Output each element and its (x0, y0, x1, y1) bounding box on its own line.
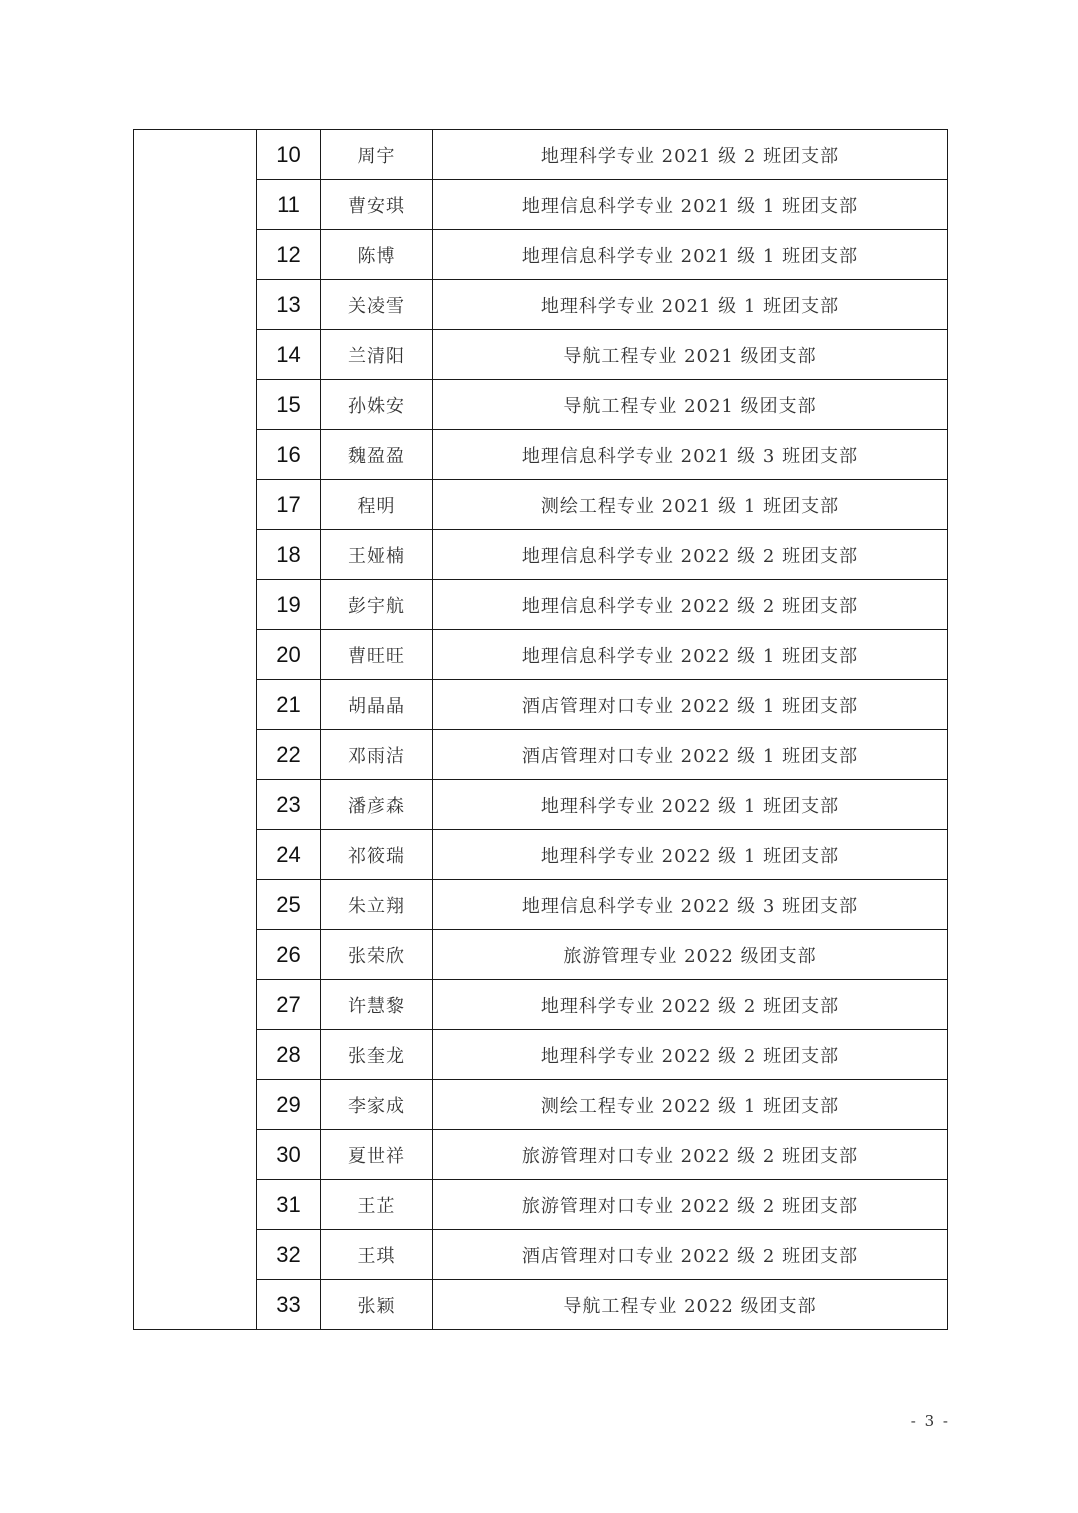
name-cell: 彭宇航 (321, 580, 433, 630)
name-cell: 兰清阳 (321, 330, 433, 380)
table-row (134, 430, 948, 480)
row-number-cell: 32 (257, 1230, 321, 1280)
name-cell: 曹安琪 (321, 180, 433, 230)
name-cell: 朱立翔 (321, 880, 433, 930)
name-cell: 陈博 (321, 230, 433, 280)
table-row (134, 480, 948, 530)
name-cell: 关凌雪 (321, 280, 433, 330)
name-cell: 王芷 (321, 1180, 433, 1230)
row-number-cell: 12 (257, 230, 321, 280)
row-number-cell: 33 (257, 1280, 321, 1330)
unit-cell: 导航工程专业 2022 级团支部 (433, 1280, 948, 1330)
unit-cell: 地理科学专业 2022 级 2 班团支部 (433, 1030, 948, 1080)
table-row (134, 1080, 948, 1130)
row-number-cell: 20 (257, 630, 321, 680)
name-cell: 孙姝安 (321, 380, 433, 430)
table-row (134, 630, 948, 680)
row-number-cell: 30 (257, 1130, 321, 1180)
name-cell: 夏世祥 (321, 1130, 433, 1180)
table-row (134, 980, 948, 1030)
table-row (134, 930, 948, 980)
table-row (134, 130, 948, 180)
row-number-cell: 10 (257, 130, 321, 180)
unit-cell: 地理信息科学专业 2022 级 1 班团支部 (433, 630, 948, 680)
unit-cell: 旅游管理对口专业 2022 级 2 班团支部 (433, 1180, 948, 1230)
row-number-cell: 26 (257, 930, 321, 980)
name-cell: 周宇 (321, 130, 433, 180)
name-cell: 许慧黎 (321, 980, 433, 1030)
row-number-cell: 17 (257, 480, 321, 530)
category-cell (134, 130, 257, 1330)
unit-cell: 酒店管理对口专业 2022 级 2 班团支部 (433, 1230, 948, 1280)
row-number-cell: 19 (257, 580, 321, 630)
unit-cell: 地理信息科学专业 2022 级 2 班团支部 (433, 580, 948, 630)
name-cell: 魏盈盈 (321, 430, 433, 480)
table-row (134, 230, 948, 280)
unit-cell: 酒店管理对口专业 2022 级 1 班团支部 (433, 730, 948, 780)
unit-cell: 地理信息科学专业 2022 级 3 班团支部 (433, 880, 948, 930)
unit-cell: 导航工程专业 2021 级团支部 (433, 330, 948, 380)
table-row (134, 1180, 948, 1230)
name-cell: 祁筱瑞 (321, 830, 433, 880)
table-row (134, 530, 948, 580)
row-number-cell: 27 (257, 980, 321, 1030)
table-row (134, 830, 948, 880)
name-cell: 程明 (321, 480, 433, 530)
name-cell: 张荣欣 (321, 930, 433, 980)
unit-cell: 地理科学专业 2021 级 1 班团支部 (433, 280, 948, 330)
row-number-cell: 23 (257, 780, 321, 830)
table-row (134, 180, 948, 230)
table-row (134, 1130, 948, 1180)
table-row (134, 780, 948, 830)
unit-cell: 地理信息科学专业 2021 级 1 班团支部 (433, 230, 948, 280)
row-number-cell: 15 (257, 380, 321, 430)
row-number-cell: 11 (257, 180, 321, 230)
unit-cell: 旅游管理专业 2022 级团支部 (433, 930, 948, 980)
name-cell: 曹旺旺 (321, 630, 433, 680)
name-cell: 王娅楠 (321, 530, 433, 580)
table-row (134, 280, 948, 330)
unit-cell: 地理科学专业 2021 级 2 班团支部 (433, 130, 948, 180)
name-cell: 邓雨洁 (321, 730, 433, 780)
row-number-cell: 18 (257, 530, 321, 580)
table-row (134, 680, 948, 730)
unit-cell: 酒店管理对口专业 2022 级 1 班团支部 (433, 680, 948, 730)
row-number-cell: 14 (257, 330, 321, 380)
table-row (134, 1030, 948, 1080)
unit-cell: 导航工程专业 2021 级团支部 (433, 380, 948, 430)
table-row (134, 1280, 948, 1330)
row-number-cell: 13 (257, 280, 321, 330)
row-number-cell: 22 (257, 730, 321, 780)
page-number: - 3 - (910, 1412, 950, 1430)
unit-cell: 测绘工程专业 2022 级 1 班团支部 (433, 1080, 948, 1130)
row-number-cell: 29 (257, 1080, 321, 1130)
row-number-cell: 21 (257, 680, 321, 730)
unit-cell: 地理信息科学专业 2021 级 3 班团支部 (433, 430, 948, 480)
name-cell: 胡晶晶 (321, 680, 433, 730)
roster-table (133, 129, 948, 1330)
name-cell: 王琪 (321, 1230, 433, 1280)
table-row (134, 730, 948, 780)
table-row (134, 880, 948, 930)
roster-table-body (134, 130, 948, 1330)
table-row (134, 1230, 948, 1280)
unit-cell: 地理科学专业 2022 级 1 班团支部 (433, 830, 948, 880)
row-number-cell: 31 (257, 1180, 321, 1230)
table-row (134, 580, 948, 630)
unit-cell: 测绘工程专业 2021 级 1 班团支部 (433, 480, 948, 530)
table-row (134, 330, 948, 380)
table-row (134, 380, 948, 430)
unit-cell: 旅游管理对口专业 2022 级 2 班团支部 (433, 1130, 948, 1180)
unit-cell: 地理信息科学专业 2021 级 1 班团支部 (433, 180, 948, 230)
row-number-cell: 28 (257, 1030, 321, 1080)
row-number-cell: 16 (257, 430, 321, 480)
name-cell: 张奎龙 (321, 1030, 433, 1080)
row-number-cell: 25 (257, 880, 321, 930)
unit-cell: 地理科学专业 2022 级 1 班团支部 (433, 780, 948, 830)
name-cell: 潘彦森 (321, 780, 433, 830)
name-cell: 张颖 (321, 1280, 433, 1330)
unit-cell: 地理科学专业 2022 级 2 班团支部 (433, 980, 948, 1030)
unit-cell: 地理信息科学专业 2022 级 2 班团支部 (433, 530, 948, 580)
name-cell: 李家成 (321, 1080, 433, 1130)
row-number-cell: 24 (257, 830, 321, 880)
